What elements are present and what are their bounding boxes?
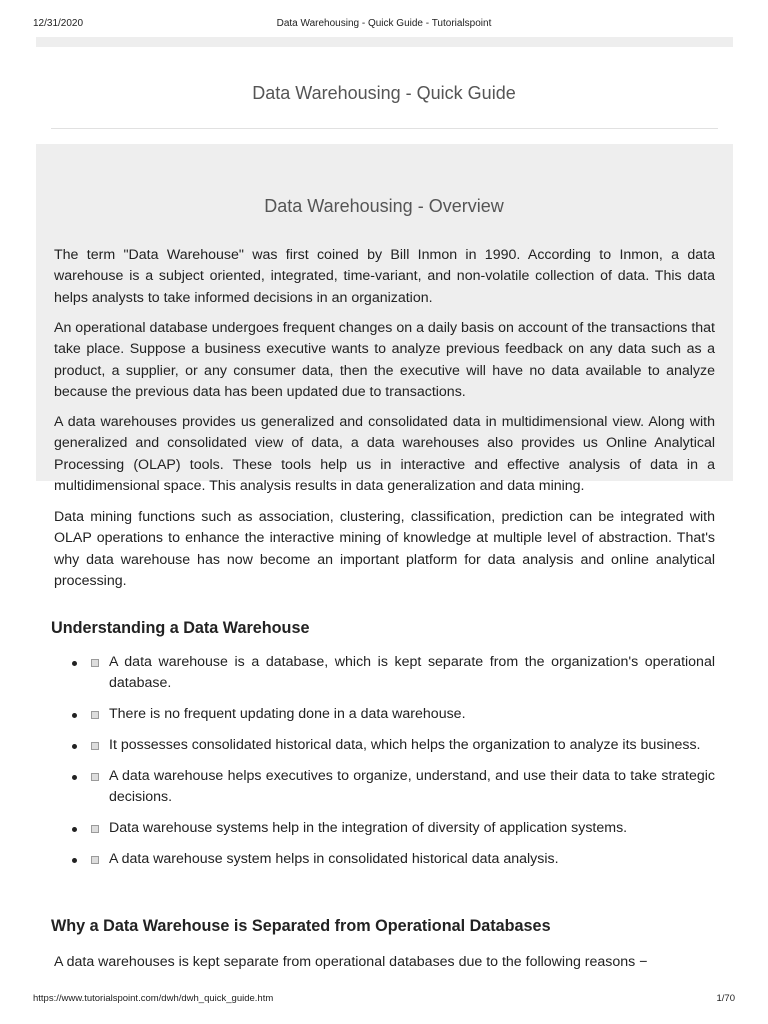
overview-paragraph: An operational database undergoes frequent changes on a daily basis on account of the transactions that take place. Suppose a business executive wants to analyze previous feedback on any data such as a product, a supplier, or any consumer data, then the executive will have no data available to analyze because the previous data has been updated due to transactions. (54, 320, 715, 400)
bullet-icon (72, 827, 77, 832)
why-intro-paragraph: A data warehouses is kept separate from operational databases due to the following reasons − (54, 954, 648, 970)
list-item (72, 652, 715, 695)
checkbox-icon (91, 856, 99, 864)
divider (51, 128, 718, 129)
page-title: Data Warehousing - Quick Guide (252, 83, 516, 103)
bullet-icon (72, 858, 77, 863)
footer-url: https://www.tutorialspoint.com/dwh/dwh_quick_guide.htm (33, 993, 274, 1004)
print-page-title: Data Warehousing - Quick Guide - Tutorialspoint (276, 18, 492, 29)
bullet-icon (72, 661, 77, 666)
overview-paragraph: Data mining functions such as association, clustering, classification, prediction can be integrated with OLAP operations to enhance the interactive mining of knowledge at multiple level of abstraction. That's why data warehouse has now become an important platform for data analysis and online analytical processing. (54, 509, 715, 589)
bullet-icon (72, 775, 77, 780)
list-item (72, 818, 715, 839)
list-item-text: There is no frequent updating done in a data warehouse. (109, 706, 466, 723)
list-item (72, 849, 715, 870)
heading-understanding: Understanding a Data Warehouse (51, 619, 310, 637)
list-item (72, 735, 715, 756)
overview-paragraph: The term "Data Warehouse" was first coined by Bill Inmon in 1990. According to Inmon, a data warehouse is a subject oriented, integrated, time-variant, and non-volatile collection of data. This data helps analysts to take informed decisions in an organization. (54, 247, 715, 306)
list-item-text: It possesses consolidated historical data, which helps the organization to analyze its business. (109, 736, 701, 753)
bullet-icon (72, 744, 77, 749)
checkbox-icon (91, 711, 99, 719)
understanding-list (72, 652, 715, 879)
list-item-text: A data warehouse helps executives to organize, understand, and use their data to take strategic decisions. (109, 767, 715, 805)
footer-page-number: 1/70 (716, 993, 735, 1004)
list-item (72, 766, 715, 809)
heading-why-separated: Why a Data Warehouse is Separated from Operational Databases (51, 917, 551, 935)
list-item-text: Data warehouse systems help in the integration of diversity of application systems. (109, 819, 628, 836)
list-item-text: A data warehouse is a database, which is kept separate from the organization's operational database. (109, 654, 715, 692)
top-bar (36, 37, 733, 47)
list-item-text: A data warehouse system helps in consolidated historical data analysis. (109, 850, 559, 867)
bullet-icon (72, 713, 77, 718)
overview-paragraph: A data warehouses provides us generalized and consolidated data in multidimensional view. Along with generalized and consolidated view of data, a data warehouses also provides us Online Analytical Processing (OLAP) tools. These tools help us in interactive and effective analysis of data in a multidimensional space. This analysis results in data generalization and data mining. (54, 414, 715, 494)
section-title-overview: Data Warehousing - Overview (264, 196, 504, 216)
checkbox-icon (91, 659, 99, 667)
checkbox-icon (91, 742, 99, 750)
print-date: 12/31/2020 (33, 18, 84, 29)
checkbox-icon (91, 825, 99, 833)
checkbox-icon (91, 773, 99, 781)
list-item (72, 704, 715, 725)
